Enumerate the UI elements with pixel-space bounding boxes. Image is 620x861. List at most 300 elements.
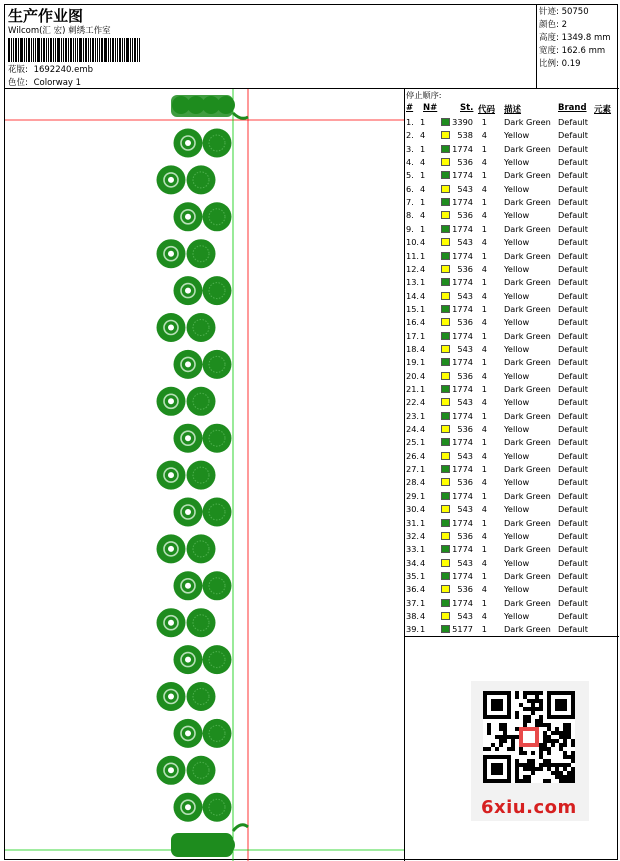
table-row	[405, 477, 619, 490]
row-code: 1	[481, 410, 487, 421]
row-brand: Default	[558, 557, 588, 568]
color-swatch	[441, 545, 450, 553]
qr-module	[547, 763, 551, 767]
qr-module	[527, 691, 531, 695]
qr-module	[495, 735, 499, 739]
table-row	[405, 571, 619, 584]
table-row	[405, 584, 619, 597]
motif-center	[168, 251, 174, 257]
row-number: 24.	[406, 424, 420, 435]
table-row	[405, 518, 619, 531]
qr-module	[547, 739, 551, 743]
qr-module	[563, 779, 567, 783]
row-needle: 4	[420, 343, 426, 354]
qr-module	[535, 767, 539, 771]
row-brand: Default	[558, 544, 588, 555]
row-number: 25.	[406, 437, 420, 448]
col-header-code: 代码	[478, 105, 496, 115]
row-needle: 1	[420, 437, 426, 448]
qr-module	[519, 747, 523, 751]
table-row	[405, 197, 619, 210]
qr-module	[543, 735, 547, 739]
qr-module	[571, 743, 575, 747]
row-code: 4	[481, 183, 487, 194]
color-swatch	[441, 532, 450, 540]
table-row	[405, 157, 619, 170]
motif-center	[168, 620, 174, 626]
qr-module	[559, 771, 563, 775]
row-stitches: 5177	[452, 624, 473, 635]
row-description: Dark Green	[504, 143, 551, 154]
studio-name: Wilcom(汇 宏) 刺绣工作室	[8, 26, 111, 36]
qr-module	[539, 743, 543, 747]
row-description: Yellow	[504, 237, 530, 248]
row-description: Yellow	[504, 504, 530, 515]
qr-module	[503, 735, 507, 739]
qr-module	[555, 763, 559, 767]
qr-module	[555, 775, 559, 779]
row-brand: Default	[558, 250, 588, 261]
qr-module	[563, 723, 567, 727]
row-code: 4	[481, 157, 487, 168]
table-row	[405, 117, 619, 130]
color-swatch	[441, 305, 450, 313]
col-header-element: 元素	[594, 105, 612, 115]
qr-module	[495, 747, 499, 751]
row-description: Dark Green	[504, 197, 551, 208]
row-number: 10.	[406, 237, 420, 248]
row-needle: 4	[420, 210, 426, 221]
row-needle: 4	[420, 397, 426, 408]
table-row	[405, 384, 619, 397]
row-stitches: 543	[457, 504, 473, 515]
qr-module	[571, 767, 575, 771]
row-brand: Default	[558, 490, 588, 501]
stat-stitches: 针迹: 50750	[539, 7, 589, 17]
motif-circle	[203, 202, 232, 231]
color-swatch	[441, 332, 450, 340]
row-stitches: 536	[457, 157, 473, 168]
row-needle: 1	[420, 250, 426, 261]
motif-circle	[187, 756, 216, 785]
row-description: Dark Green	[504, 357, 551, 368]
qr-module	[563, 727, 567, 731]
qr-module	[543, 763, 547, 767]
row-brand: Default	[558, 237, 588, 248]
row-needle: 4	[420, 530, 426, 541]
motif-circle	[203, 793, 232, 822]
qr-module	[527, 779, 531, 783]
qr-module	[539, 763, 543, 767]
row-brand: Default	[558, 397, 588, 408]
qr-module	[539, 699, 543, 703]
row-stitches: 536	[457, 477, 473, 488]
row-code: 4	[481, 237, 487, 248]
table-row	[405, 224, 619, 237]
motif-center	[185, 657, 191, 663]
qr-module	[483, 747, 487, 751]
row-stitches: 536	[457, 424, 473, 435]
color-swatch	[441, 265, 450, 273]
qr-module	[539, 707, 543, 711]
row-brand: Default	[558, 330, 588, 341]
row-description: Yellow	[504, 424, 530, 435]
qr-module	[567, 763, 571, 767]
row-number: 26.	[406, 450, 420, 461]
row-needle: 4	[420, 424, 426, 435]
row-number: 29.	[406, 490, 420, 501]
qr-module	[523, 695, 527, 699]
table-row	[405, 264, 619, 277]
qr-module	[531, 767, 535, 771]
row-stitches: 543	[457, 610, 473, 621]
qr-finder	[491, 699, 503, 711]
qr-module	[571, 771, 575, 775]
col-header-num: #	[406, 103, 414, 113]
motif-circle	[203, 276, 232, 305]
qr-module	[543, 759, 547, 763]
table-row	[405, 237, 619, 250]
row-brand: Default	[558, 517, 588, 528]
row-stitches: 1774	[452, 197, 473, 208]
row-description: Dark Green	[504, 570, 551, 581]
table-row	[405, 170, 619, 183]
row-needle: 4	[420, 610, 426, 621]
table-row	[405, 291, 619, 304]
row-stitches: 543	[457, 237, 473, 248]
qr-module	[571, 739, 575, 743]
row-description: Yellow	[504, 370, 530, 381]
motif-center	[185, 140, 191, 146]
row-number: 34.	[406, 557, 420, 568]
row-brand: Default	[558, 357, 588, 368]
table-row	[405, 144, 619, 157]
row-number: 12.	[406, 263, 420, 274]
row-code: 4	[481, 370, 487, 381]
row-brand: Default	[558, 143, 588, 154]
color-swatch	[441, 585, 450, 593]
table-row	[405, 424, 619, 437]
row-description: Yellow	[504, 290, 530, 301]
qr-module	[523, 751, 527, 755]
row-brand: Default	[558, 157, 588, 168]
qr-module	[567, 727, 571, 731]
motif-center	[168, 325, 174, 331]
sheet-header	[5, 5, 537, 89]
color-swatch	[441, 145, 450, 153]
row-brand: Default	[558, 477, 588, 488]
qr-module	[515, 779, 519, 783]
row-needle: 1	[420, 330, 426, 341]
row-number: 32.	[406, 530, 420, 541]
row-brand: Default	[558, 464, 588, 475]
qr-module	[499, 743, 503, 747]
row-description: Dark Green	[504, 384, 551, 394]
table-row	[405, 451, 619, 464]
row-stitches: 536	[457, 370, 473, 381]
row-description: Dark Green	[504, 517, 551, 528]
qr-module	[531, 703, 535, 707]
row-code: 4	[481, 504, 487, 515]
row-brand: Default	[558, 384, 588, 394]
row-brand: Default	[558, 263, 588, 274]
row-needle: 4	[420, 584, 426, 595]
motif-circle	[203, 424, 232, 453]
row-needle: 1	[420, 223, 426, 234]
qr-module	[563, 743, 567, 747]
row-stitches: 1774	[452, 517, 473, 528]
qr-module	[523, 707, 527, 711]
color-swatch	[441, 131, 450, 139]
qr-module	[515, 775, 519, 779]
row-needle: 4	[420, 450, 426, 461]
qr-module	[567, 755, 571, 759]
table-row	[405, 598, 619, 611]
row-number: 33.	[406, 544, 420, 555]
qr-module	[567, 723, 571, 727]
qr-module	[543, 731, 547, 735]
qr-module	[523, 779, 527, 783]
row-needle: 1	[420, 464, 426, 475]
motif-center	[168, 767, 174, 773]
qr-module	[563, 763, 567, 767]
qr-module	[567, 779, 571, 783]
row-needle: 4	[420, 477, 426, 488]
qr-module	[499, 735, 503, 739]
row-description: Yellow	[504, 530, 530, 541]
row-number: 31.	[406, 517, 420, 528]
table-row	[405, 531, 619, 544]
row-description: Dark Green	[504, 117, 551, 127]
motif-cluster-bottom	[217, 836, 235, 854]
row-code: 4	[481, 530, 487, 541]
qr-module	[511, 735, 515, 739]
row-brand: Default	[558, 597, 588, 608]
color-swatch	[441, 225, 450, 233]
sheet-title: 生产作业图	[8, 7, 84, 25]
row-code: 1	[481, 597, 487, 608]
table-row	[405, 304, 619, 317]
qr-module	[535, 699, 539, 703]
row-code: 1	[481, 437, 487, 448]
motif-center	[185, 730, 191, 736]
motif-circle	[203, 645, 232, 674]
colorway-line	[8, 76, 81, 88]
row-code: 1	[481, 517, 487, 528]
qr-module	[535, 691, 539, 695]
qr-module	[491, 743, 495, 747]
row-needle: 1	[420, 517, 426, 528]
color-swatch	[441, 398, 450, 406]
motif-center	[185, 435, 191, 441]
row-number: 17.	[406, 330, 420, 341]
row-number: 15.	[406, 303, 420, 314]
table-row	[405, 624, 619, 637]
row-needle: 1	[420, 197, 426, 208]
qr-module	[507, 735, 511, 739]
qr-module	[531, 763, 535, 767]
qr-module	[503, 723, 507, 727]
qr-module	[563, 767, 567, 771]
watermark-logo: 6xiu.com	[481, 797, 577, 818]
row-needle: 4	[420, 157, 426, 168]
row-brand: Default	[558, 290, 588, 301]
color-swatch	[441, 478, 450, 486]
qr-module	[555, 739, 559, 743]
qr-module	[559, 775, 563, 779]
row-description: Yellow	[504, 397, 530, 408]
row-stitches: 543	[457, 450, 473, 461]
row-brand: Default	[558, 303, 588, 314]
qr-module	[531, 771, 535, 775]
qr-module	[487, 731, 491, 735]
row-stitches: 536	[457, 210, 473, 221]
qr-module	[527, 763, 531, 767]
table-row	[405, 558, 619, 571]
row-code: 1	[481, 117, 487, 127]
color-swatch	[441, 345, 450, 353]
motif-center	[168, 694, 174, 700]
qr-module	[527, 699, 531, 703]
qr-module	[551, 763, 555, 767]
qr-module	[571, 751, 575, 755]
qr-module	[503, 739, 507, 743]
row-number: 23.	[406, 410, 420, 421]
motif-center	[185, 804, 191, 810]
qr-module	[567, 731, 571, 735]
qr-module	[559, 747, 563, 751]
row-code: 4	[481, 557, 487, 568]
row-code: 4	[481, 584, 487, 595]
qr-module	[543, 739, 547, 743]
motif-center	[168, 177, 174, 183]
qr-module	[559, 735, 563, 739]
stat-height: 高度: 1349.8 mm	[539, 33, 611, 43]
row-description: Dark Green	[504, 330, 551, 341]
row-code: 1	[481, 223, 487, 234]
qr-module	[523, 715, 527, 719]
row-stitches: 1774	[452, 223, 473, 234]
qr-module	[551, 771, 555, 775]
motif-center	[168, 546, 174, 552]
row-code: 1	[481, 170, 487, 181]
row-number: 39.	[406, 624, 420, 635]
qr-module	[555, 767, 559, 771]
qr-module	[531, 751, 535, 755]
table-row	[405, 491, 619, 504]
qr-module	[563, 731, 567, 735]
qr-module	[515, 691, 519, 695]
motif-circle	[203, 571, 232, 600]
row-needle: 1	[420, 143, 426, 154]
row-number: 4.	[406, 157, 414, 168]
qr-module	[559, 743, 563, 747]
row-description: Yellow	[504, 477, 530, 488]
row-code: 1	[481, 464, 487, 475]
qr-finder	[555, 699, 567, 711]
qr-module	[519, 779, 523, 783]
qr-module	[539, 767, 543, 771]
row-stitches: 543	[457, 343, 473, 354]
motif-circle	[203, 350, 232, 379]
row-stitches: 536	[457, 317, 473, 328]
qr-module	[515, 711, 519, 715]
color-swatch	[441, 185, 450, 193]
row-brand: Default	[558, 370, 588, 381]
row-code: 1	[481, 250, 487, 261]
row-brand: Default	[558, 210, 588, 221]
qr-module	[563, 739, 567, 743]
qr-module	[531, 691, 535, 695]
qr-module	[527, 715, 531, 719]
row-description: Dark Green	[504, 544, 551, 555]
row-brand: Default	[558, 624, 588, 635]
row-needle: 1	[420, 410, 426, 421]
row-number: 11.	[406, 250, 420, 261]
row-brand: Default	[558, 437, 588, 448]
qr-module	[559, 731, 563, 735]
row-code: 4	[481, 130, 487, 141]
row-needle: 1	[420, 170, 426, 181]
qr-module	[563, 755, 567, 759]
row-brand: Default	[558, 584, 588, 595]
row-needle: 1	[420, 624, 426, 635]
row-brand: Default	[558, 530, 588, 541]
qr-module	[527, 719, 531, 723]
qr-module	[519, 763, 523, 767]
barcode	[8, 38, 143, 62]
row-code: 1	[481, 544, 487, 555]
qr-module	[539, 703, 543, 707]
row-number: 18.	[406, 343, 420, 354]
qr-module	[543, 743, 547, 747]
row-stitches: 536	[457, 584, 473, 595]
row-number: 37.	[406, 597, 420, 608]
colorway-name: Colorway 1	[33, 78, 82, 88]
row-needle: 4	[420, 290, 426, 301]
row-needle: 4	[420, 183, 426, 194]
stop-sequence-table	[405, 89, 619, 637]
color-swatch	[441, 171, 450, 179]
row-description: Dark Green	[504, 223, 551, 234]
row-stitches: 3390	[452, 117, 473, 127]
row-description: Dark Green	[504, 170, 551, 181]
color-swatch	[441, 625, 450, 633]
motif-circle	[187, 387, 216, 416]
row-needle: 4	[420, 504, 426, 515]
qr-module	[515, 759, 519, 763]
row-stitches: 1774	[452, 303, 473, 314]
row-stitches: 1774	[452, 143, 473, 154]
row-code: 1	[481, 143, 487, 154]
row-stitches: 543	[457, 557, 473, 568]
row-number: 21.	[406, 384, 420, 394]
qr-module	[535, 719, 539, 723]
table-row	[405, 357, 619, 370]
row-description: Yellow	[504, 343, 530, 354]
row-needle: 1	[420, 597, 426, 608]
color-swatch	[441, 412, 450, 420]
color-swatch	[441, 252, 450, 260]
row-number: 3.	[406, 143, 414, 154]
qr-module	[499, 723, 503, 727]
row-description: Yellow	[504, 157, 530, 168]
row-code: 4	[481, 343, 487, 354]
row-needle: 4	[420, 370, 426, 381]
row-stitches: 1774	[452, 250, 473, 261]
motif-center	[168, 398, 174, 404]
qr-module	[487, 727, 491, 731]
